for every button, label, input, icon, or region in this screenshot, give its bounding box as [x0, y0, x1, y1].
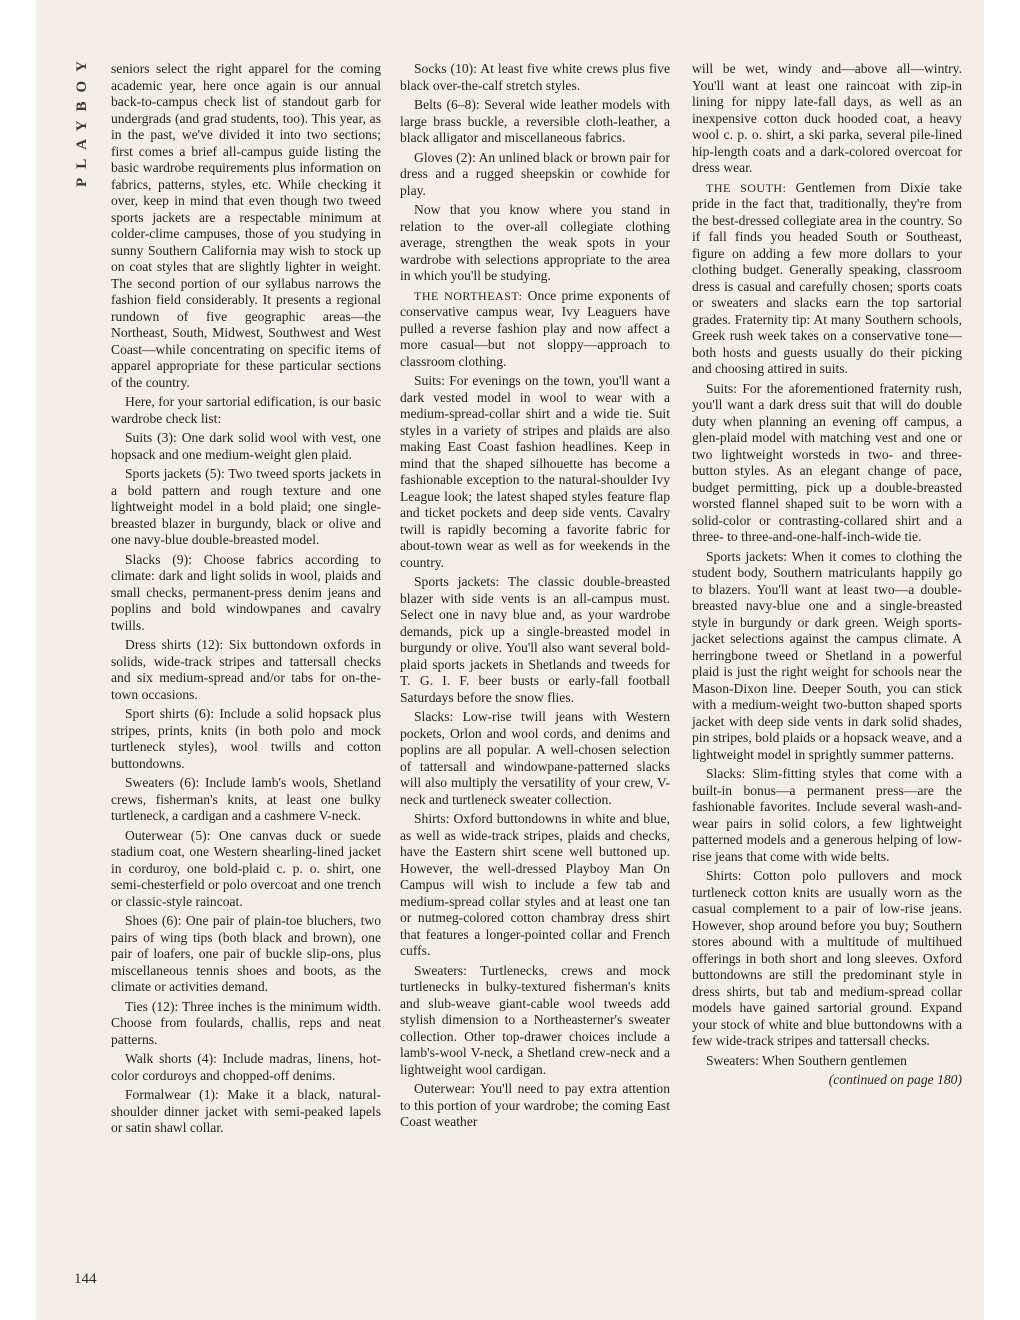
paragraph: Dress shirts (12): Six buttondown oxfords in solids, wide-track stripes and tattersall checks and six medium-spread and/or tabs for on-the-town occasions. [111, 637, 381, 702]
paragraph: Shoes (6): One pair of plain-toe bluchers, two pairs of wing tips (both black and brown), one pair of loafers, one pair of buckle slip-ons, plus miscellaneous tennis shoes and boots, as the climate or activities demand. [111, 913, 381, 994]
paragraph: Sports jackets: The classic double-breasted blazer with side vents is an all-campus must. Select one in navy blue and, as your wardrobe demands, pick up a single-breasted model in burgundy or olive. You'll also want several bold-plaid sports jackets in Shetlands and tweeds for T. G. I. F. beer busts or early-fall football Saturdays before the snow flies. [400, 574, 670, 705]
text-column-3 [692, 61, 962, 1092]
paragraph: Shirts: Cotton polo pullovers and mock turtleneck cotton knits are usually worn as the casual complement to a pair of low-rise jeans. However, shop around before you buy; Southern stores abound with a multitude of multihued offerings in both short and long sleeves. Oxford buttondowns are still the predominant style in dress shirts, but tab and medium-spread collar models have gained sartorial ground. Expand your stock of white and blue buttondowns with a few wide-track stripes and tattersall checks. [692, 868, 962, 1048]
section-heading: THE NORTHEAST: [414, 288, 523, 303]
page-number: 144 [74, 1271, 97, 1287]
paragraph: Now that you know where you stand in relation to the over-all collegiate clothing average, strengthen the weak spots in your wardrobe with selections appropriate to the area in which you'll be studying. [400, 202, 670, 283]
paragraph: Socks (10): At least five white crews plus five black over-the-calf stretch styles. [400, 61, 670, 93]
continued-on-page: (continued on page 180) [828, 1072, 962, 1087]
paragraph: Slacks: Low-rise twill jeans with Western pockets, Orlon and wool cords, and denims and poplins are all popular. A well-chosen selection of tattersall and windowpane-patterned slacks will also multiply the versatility of your crew, V-neck and turtleneck sweater collection. [400, 709, 670, 807]
paragraph: Formalwear (1): Make it a black, natural-shoulder dinner jacket with semi-peaked lapels or satin shawl collar. [111, 1087, 381, 1135]
text-column-1 [111, 61, 381, 1140]
paragraph [692, 180, 962, 378]
paragraph: Belts (6–8): Several wide leather models with large brass buckle, a reversible cloth-leather, a black alligator and miscellaneous fabrics. [400, 97, 670, 145]
paragraph: Here, for your sartorial edification, is our basic wardrobe check list: [111, 394, 381, 426]
section-heading: THE SOUTH: [706, 180, 787, 195]
paragraph: Ties (12): Three inches is the minimum width. Choose from foulards, challis, reps and neat patterns. [111, 998, 381, 1047]
paragraph: Walk shorts (4): Include madras, linens, hot-color corduroys and chopped-off denims. [111, 1051, 381, 1083]
paragraph: Slacks (9): Choose fabrics according to climate: dark and light solids in wool, plaids and small checks, permanent-press denim jeans and poplins and bold windowpanes and cavalry twills. [111, 551, 381, 633]
paragraph: seniors select the right apparel for the coming academic year, here once again is our annual back-to-campus check list of standout garb for undergrads (and grad students, too). This year, as in the past, we've divided it into two sections; first comes a brief all-campus guide listing the basic wardrobe requirements plus information on fabrics, patterns, styles, etc. While checking it over, keep in mind that even though two tweed sports jackets are a respectable minimum at colder-clime campuses, those of you studying in sunny Southern California may wish to stock up on coat styles that are slightly lighter in weight. The second portion of our syllabus narrows the fashion field considerably. It presents a regional rundown of five geographic areas—the Northeast, South, Midwest, Southwest and West Coast—while concentrating on specific items of apparel appropriate for these particular sections of the country. [111, 61, 381, 390]
paragraph: Gloves (2): An unlined black or brown pair for dress and a rugged sheepskin or cowhide for play. [400, 149, 670, 198]
paragraph: Suits (3): One dark solid wool with vest, one hopsack and one medium-weight glen plaid. [111, 430, 381, 462]
paragraph: Sports jackets: When it comes to clothing the student body, Southern matriculants happily go to blazers. You'll want at least two—a double-breasted navy-blue one and a single-breasted style in burgundy or dark green. Weigh sports-jacket selections against the campus climate. A herringbone tweed or Shetland in a powerful plaid is just the right weight for schools near the Mason-Dixon line. Deeper South, you can stick with a medium-weight two-button shaped sports jacket with deep side vents in dark solid shades, pin stripes, bold plaids or a hopsack weave, and a lightweight model in sprightly summer patterns. [692, 548, 962, 762]
paragraph [400, 288, 670, 371]
text-column-2 [400, 61, 670, 1134]
paragraph: Suits: For the aforementioned fraternity rush, you'll want a dark dress suit that will do double duty when planning an evening off campus, a glen-plaid model with matching vest and one or two lightweight worsteds in two- and three-button styles. As an elegant change of pace, budget permitting, pick up a double-breasted worsted flannel shaped suit to be worn with a solid-color or contrasting-collared shirt and a three- to three-and-one-half-inch-wide tie. [692, 380, 962, 544]
paragraph-text: Gentlemen from Dixie take pride in the fact that, traditionally, they're from the best-dressed collegiate area in the country. So if fall finds you headed South or Southeast, figure on adding a few more dollars to your clothing budget. Generally speaking, classroom dress is casual and carefully chosen; sports coats or sweaters and slacks earn the top sartorial grades. Fraternity tip: At many Southern schools, Greek rush week takes on a conservative tone—both hosts and guests usually do their picking and choosing attired in suits. [692, 179, 962, 376]
paragraph: Sweaters: Turtlenecks, crews and mock turtlenecks in bulky-textured fisherman's knits and slub-weave giant-cable wool tweeds add stylish dimension to a Northeasterner's sweater collection. Other top-drawer choices include a lamb's-wool V-neck, a Shetland crew-neck and a lightweight wool cardigan. [400, 962, 670, 1077]
paragraph: Sports jackets (5): Two tweed sports jackets in a bold pattern and rough texture and one lightweight model in a bold plaid; one single-breasted blazer in burgundy, black or olive and one navy-blue double-breasted model. [111, 466, 381, 547]
paragraph-text: Once prime exponents of conservative campus wear, Ivy Leaguers have pulled a reverse fashion play and now affect a more casual—but not sloppy—approach to classroom clothing. [400, 287, 670, 369]
paragraph: Sport shirts (6): Include a solid hopsack plus stripes, prints, knits (in both polo and mock turtleneck styles), wool twills and cotton buttondowns. [111, 706, 381, 771]
running-head: PLAYBOY [74, 52, 90, 187]
paragraph: Slacks: Slim-fitting styles that come with a built-in bonus—a permanent press—are the fashionable favorites. Include several wash-and-wear pairs in solid colors, a few lightweight patterned models and a generous helping of low-rise jeans that come with wide belts. [692, 766, 962, 864]
paragraph: Sweaters: When Southern gentlemen [706, 1052, 907, 1068]
paragraph: will be wet, windy and—above all—wintry. You'll want at least one raincoat with zip-in lining for nippy late-fall days, as well as an inexpensive cotton duck hooded coat, a heavy wool c. p. o. shirt, a ski parka, several pile-lined hip-length coats and a dark-colored overcoat for dress wear. [692, 61, 962, 175]
paragraph: Sweaters (6): Include lamb's wools, Shetland crews, fisherman's knits, at least one bulky turtleneck, a cardigan and a cashmere V-neck. [111, 775, 381, 823]
paragraph: Shirts: Oxford buttondowns in white and blue, as well as wide-track stripes, plaids and checks, have the Eastern shirt scene well buttoned up. However, the well-dressed Playboy Man On Campus will wish to include a few tab and medium-spread collar styles and at least one tan or nutmeg-colored cotton chambray dress shirt that features a longer-pointed collar and French cuffs. [400, 811, 670, 958]
paragraph: Outerwear (5): One canvas duck or suede stadium coat, one Western shearling-lined jacket in corduroy, one bold-plaid c. p. o. shirt, one semi-chesterfield or polo overcoat and one trench or classic-style raincoat. [111, 827, 381, 909]
paragraph: Suits: For evenings on the town, you'll want a dark vested model in wool to wear with a medium-spread-collar shirt and a wide tie. Suit styles in a variety of stripes and plaids are also making East Coast fashion headlines. Keep in mind that the shaped silhouette has become a fashionable exception to the natural-shoulder Ivy League look; the latest shaped styles feature flap and ticket pockets and deep side vents. Cavalry twill is rapidly becoming a favorite fabric for about-town wear as well as for weekends in the country. [400, 373, 670, 570]
paragraph: Outerwear: You'll need to pay extra attention to this portion of your wardrobe; the coming East Coast weather [400, 1081, 670, 1129]
